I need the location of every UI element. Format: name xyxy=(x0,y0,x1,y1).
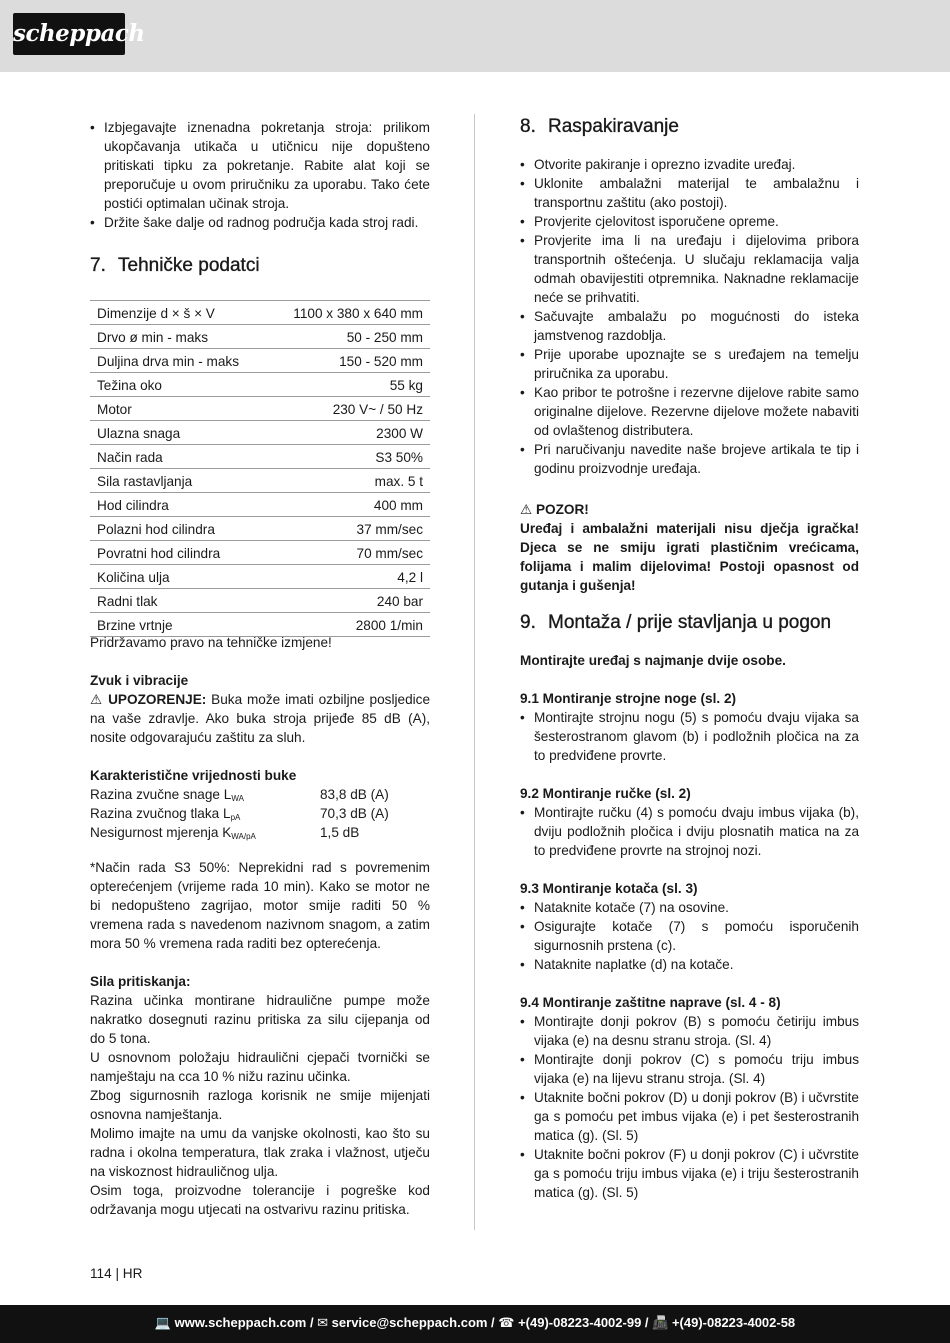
spec-label: Hod cilindra xyxy=(90,493,267,517)
list-item: • Kao pribor te potrošne i rezervne dijelove rabite samo originalne dijelove. Rezervne dijelove možete nabaviti od ovlaštenog distributera. xyxy=(520,383,859,440)
warning-icon: ⚠ xyxy=(520,502,533,517)
subsection-9-1-heading: 9.1 Montiranje strojne noge (sl. 2) xyxy=(520,691,737,706)
spec-value: 240 bar xyxy=(267,589,430,613)
column-divider xyxy=(474,114,475,1230)
spec-value: 2800 1/min xyxy=(267,613,430,637)
list-item: • Nataknite kotače (7) na osovine. xyxy=(520,898,859,917)
intro-bullet-list xyxy=(90,118,430,232)
spec-value: 400 mm xyxy=(267,493,430,517)
section-9-heading: 9. Montaža / prije stavljanja u pogon xyxy=(520,612,832,633)
subsection-9-3-list xyxy=(520,898,859,974)
table-row xyxy=(90,397,430,421)
spec-value: 55 kg xyxy=(267,373,430,397)
list-item: • Provjerite cjelovitost isporučene opreme. xyxy=(520,212,859,231)
table-row xyxy=(90,325,430,349)
list-item: • Montirajte donji pokrov (B) s pomoću četiriju imbus vijaka (e) na desnu stranu stroja. (Sl. 4) xyxy=(520,1012,859,1050)
table-row xyxy=(90,301,430,325)
spec-value: 230 V~ / 50 Hz xyxy=(267,397,430,421)
force-heading: Sila pritiskanja: xyxy=(90,974,191,989)
noise-values xyxy=(90,785,430,842)
spec-label: Drvo ø min - maks xyxy=(90,325,267,349)
subsection-9-4-heading: 9.4 Montiranje zaštitne naprave (sl. 4 - 8) xyxy=(520,995,781,1010)
spec-label: Težina oko xyxy=(90,373,267,397)
list-item: • Nataknite naplatke (d) na kotače. xyxy=(520,955,859,974)
spec-label: Polazni hod cilindra xyxy=(90,517,267,541)
assembly-note: Montirajte uređaj s najmanje dvije osobe. xyxy=(520,653,786,668)
table-row xyxy=(90,541,430,565)
table-row xyxy=(90,493,430,517)
list-item: • Montirajte ručku (4) s pomoću dvaju imbus vijaka (b), dviju podložnih pločica i dviju plosnatih matica na za to predviđene provrte na strojnoj nozi. xyxy=(520,803,859,860)
table-row xyxy=(90,445,430,469)
left-column xyxy=(90,118,430,1219)
table-row xyxy=(90,565,430,589)
spec-label: Ulazna snaga xyxy=(90,421,267,445)
spec-label: Duljina drva min - maks xyxy=(90,349,267,373)
spec-value: 4,2 l xyxy=(267,565,430,589)
list-item: • Prije uporabe upoznajte se s uređajem na temelju priručnika za uporabu. xyxy=(520,345,859,383)
noise-value-row: Razina zvučne snage $L_{WA}$ 83,8 dB (A) xyxy=(90,787,389,803)
technical-data-table xyxy=(90,300,430,637)
subsection-9-2-heading: 9.2 Montiranje ručke (sl. 2) xyxy=(520,786,691,801)
list-item: • Osigurajte kotače (7) s pomoću isporučenih sigurnosnih prstena (c). xyxy=(520,917,859,955)
section-8-heading: 8. Raspakiravanje xyxy=(520,116,679,137)
page-number: 114 | HR xyxy=(90,1266,143,1281)
spec-value: 70 mm/sec xyxy=(267,541,430,565)
list-item: • Sačuvajte ambalažu po mogućnosti do isteka jamstvenog razdoblja. xyxy=(520,307,859,345)
force-paragraph: Razina učinka montirane hidraulične pumpe može nakratko dosegnuti razinu pritiska za silu cijepanja od do 5 tona. xyxy=(90,993,430,1046)
caution-heading: ⚠ POZOR! xyxy=(520,502,589,517)
spec-label: Sila rastavljanja xyxy=(90,469,267,493)
table-row xyxy=(90,469,430,493)
list-item: • Otvorite pakiranje i oprezno izvadite uređaj. xyxy=(520,155,859,174)
spec-value: max. 5 t xyxy=(267,469,430,493)
noise-warning: ⚠ UPOZORENJE: Buka može imati ozbiljne posljedice na vaše zdravlje. Ako buka stroja prijeđe 85 dB (A), nosite odgovarajuću zaštitu za sluh. xyxy=(90,692,431,745)
spec-value: 2300 W xyxy=(267,421,430,445)
table-row xyxy=(90,373,430,397)
subsection-9-2-list xyxy=(520,803,859,860)
subsection-9-1-list xyxy=(520,708,859,765)
list-item: • Izbjegavajte iznenadna pokretanja stroja: prilikom ukopčavanja utikača u utičnicu nije dopušteno pritiskati tipku za pokretanje. Rabite alat koji se preporučuje u ovom priručniku za uporabu. Tako ćete postići optimalan učinak stroja. xyxy=(90,118,430,213)
spec-label: Dimenzije d × š × V xyxy=(90,301,267,325)
right-column xyxy=(520,118,859,1202)
warning-icon: ⚠ xyxy=(90,692,104,707)
noise-value-row: Nesigurnost mjerenja $K_{WA/pA}$ 1,5 dB xyxy=(90,825,360,841)
spec-value: S3 50% xyxy=(267,445,430,469)
duty-cycle-note: *Način rada S3 50%: Neprekidni rad s povremenim opterećenjem (vrijeme rada 10 min). Kako se motor ne bi nedopušteno zagrijao, motor smije raditi 50 % vremena rada s navedenom nazivnom snagom, a zatim mora 50 % vremena rada raditi bez opterećenja. xyxy=(90,860,430,951)
list-item: • Montirajte donji pokrov (C) s pomoću triju imbus vijaka (e) na lijevu stranu stroja. (Sl. 4) xyxy=(520,1050,859,1088)
list-item: • Montirajte strojnu nogu (5) s pomoću dvaju vijaka sa šesterostranom glavom (b) i podložnih pločica na za to predviđene provrte. xyxy=(520,708,859,765)
spec-label: Količina ulja xyxy=(90,565,267,589)
warning-label: UPOZORENJE: xyxy=(108,692,207,707)
technical-changes-note: Pridržavamo pravo na tehničke izmjene! xyxy=(90,635,332,650)
spec-label: Motor xyxy=(90,397,267,421)
list-item: • Uklonite ambalažni materijal te ambalažnu i transportnu zaštitu (ako postoji). xyxy=(520,174,859,212)
table-row xyxy=(90,421,430,445)
table-row xyxy=(90,517,430,541)
page-footer xyxy=(0,1305,950,1343)
spec-label: Način rada xyxy=(90,445,267,469)
table-row xyxy=(90,349,430,373)
spec-label: Radni tlak xyxy=(90,589,267,613)
list-item: • Pri naručivanju navedite naše brojeve artikala te tip i godinu proizvodnje uređaja. xyxy=(520,440,859,478)
list-item: • Utaknite bočni pokrov (F) u donji pokrov (C) i učvrstite ga s pomoću triju imbus vijaka (e) i triju šesterostranih matica (g). (Sl. 5) xyxy=(520,1145,859,1202)
spec-label: Brzine vrtnje xyxy=(90,613,267,637)
subsection-9-3-heading: 9.3 Montiranje kotača (sl. 3) xyxy=(520,881,698,896)
force-paragraph: Osim toga, proizvodne tolerancije i pogreške kod održavanja mogu utjecati na ostvarivu razinu pritiska. xyxy=(90,1183,430,1217)
list-item: • Držite šake dalje od radnog područja kada stroj radi. xyxy=(90,213,430,232)
spec-label: Povratni hod cilindra xyxy=(90,541,267,565)
force-paragraph: Zbog sigurnosnih razloga korisnik ne smije mijenjati osnovna namještanja. xyxy=(90,1088,430,1122)
spec-value: 150 - 520 mm xyxy=(267,349,430,373)
spec-value: 37 mm/sec xyxy=(267,517,430,541)
force-paragraph: U osnovnom položaju hidraulični cjepači tvornički se namještaju na cca 10 % nižu razinu učinka. xyxy=(90,1050,430,1084)
list-item: • Utaknite bočni pokrov (D) u donji pokrov (B) i učvrstite ga s pomoću pet imbus vijaka (e) i pet šesterostranih matica (g). (Sl. 5) xyxy=(520,1088,859,1145)
list-item: • Provjerite ima li na uređaju i dijelovima pribora transportnih oštećenja. U slučaju reklamacija valja odmah obavijestiti otpremnika. Naknadne reklamacije neće se prihvatiti. xyxy=(520,231,859,307)
noise-values-heading: Karakteristične vrijednosti buke xyxy=(90,768,297,783)
section-7-heading: 7. Tehničke podatci xyxy=(90,255,260,276)
footer-contact-line[interactable]: 💻 www.scheppach.com / ✉ service@scheppach.com / ☎ +(49)-08223-4002-99 / 📠 +(49)-08223-4002-58 xyxy=(154,1315,796,1330)
scheppach-logo[interactable]: scheppach xyxy=(13,13,125,55)
spec-value: 1100 x 380 x 640 mm xyxy=(267,301,430,325)
page-header xyxy=(0,0,950,72)
unpack-bullet-list xyxy=(520,155,859,478)
noise-value-row: Razina zvučnog tlaka $L_{pA}$ 70,3 dB (A) xyxy=(90,806,389,822)
subsection-9-4-list xyxy=(520,1012,859,1202)
caution-text: Uređaj i ambalažni materijali nisu dječja igračka! Djeca se ne smiju igrati plastičnim vrećicama, folijama i malim dijelovima! Postoji opasnost od gutanja i gušenja! xyxy=(520,521,859,593)
noise-heading: Zvuk i vibracije xyxy=(90,673,189,688)
spec-value: 50 - 250 mm xyxy=(267,325,430,349)
table-row xyxy=(90,589,430,613)
force-paragraph: Molimo imajte na umu da vanjske okolnosti, kao što su radna i okolna temperatura, tlak zraka i vlažnost, utječu na viskoznost hidrauličnog ulja. xyxy=(90,1126,430,1179)
